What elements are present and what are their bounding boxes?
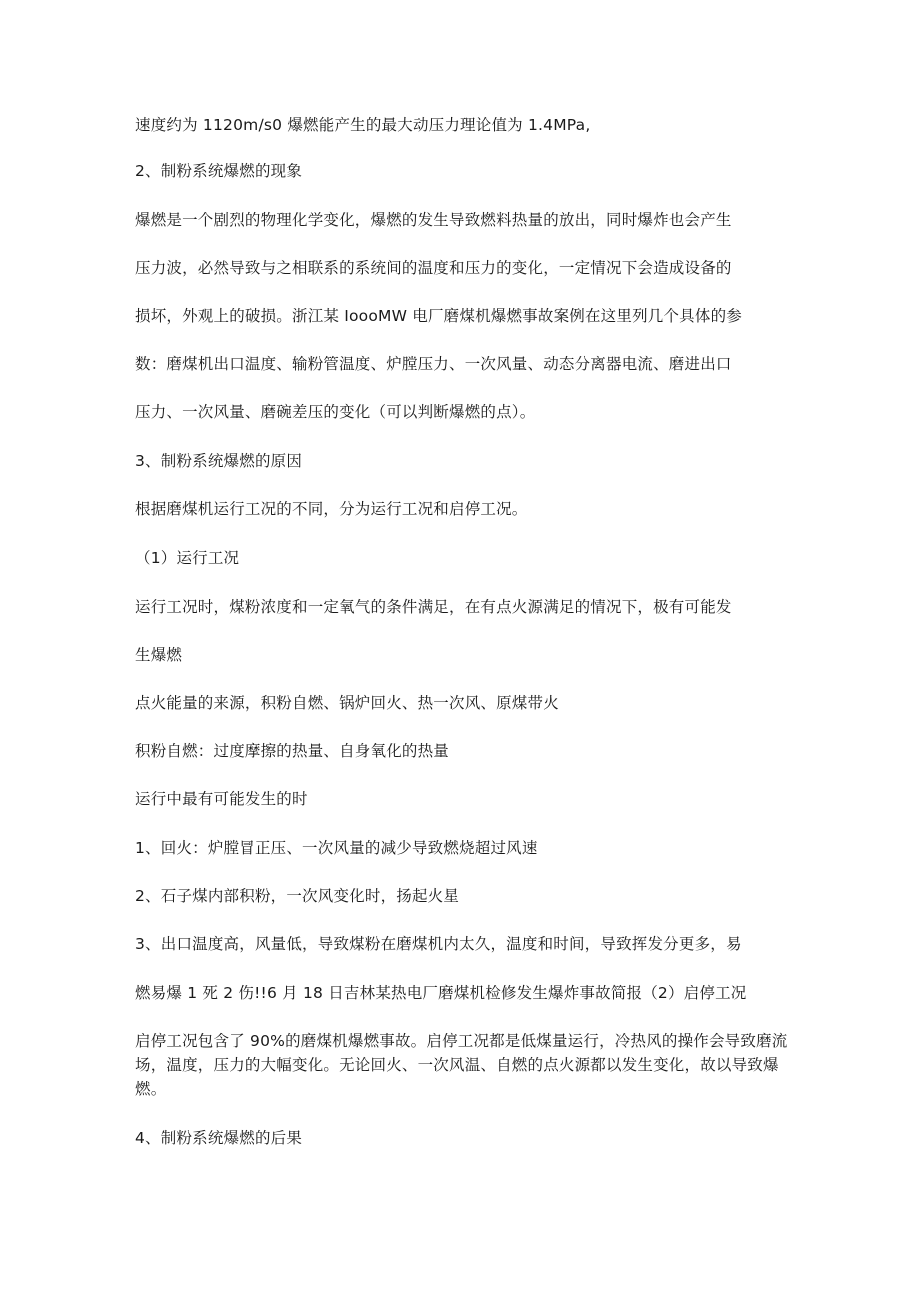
list-item: 1、回火：炉膛冒正压、一次风量的减少导致燃烧超过风速 <box>135 839 538 857</box>
section-heading-causes: 3、制粉系统爆燃的原因 <box>135 452 303 470</box>
list-item: 2、石子煤内部积粉，一次风变化时，扬起火星 <box>135 887 460 905</box>
section-heading-phenomenon: 2、制粉系统爆燃的现象 <box>135 162 303 180</box>
paragraph-line: 燃易爆 1 死 2 伤!!6 月 18 日吉林某热电厂磨煤机检修发生爆炸事故简报（2）启停工况 <box>135 984 747 1002</box>
paragraph-line: 运行工况时，煤粉浓度和一定氧气的条件满足，在有点火源满足的情况下，极有可能发 <box>135 598 732 616</box>
paragraph-line: 积粉自燃：过度摩擦的热量、自身氧化的热量 <box>135 742 450 760</box>
paragraph-line: 爆燃是一个剧烈的物理化学变化，爆燃的发生导致燃料热量的放出，同时爆炸也会产生 <box>135 211 732 229</box>
paragraph-line: 运行中最有可能发生的时 <box>135 790 308 808</box>
section-heading-consequences: 4、制粉系统爆燃的后果 <box>135 1129 303 1147</box>
paragraph-line: 压力、一次风量、磨碗差压的变化（可以判断爆燃的点）。 <box>135 403 536 421</box>
paragraph-line: 数：磨煤机出口温度、输粉管温度、炉膛压力、一次风量、动态分离器电流、磨进出口 <box>135 355 732 373</box>
paragraph-line: 根据磨煤机运行工况的不同，分为运行工况和启停工况。 <box>135 500 528 518</box>
paragraph-start-stop-condition: 启停工况包含了 90%的磨煤机爆燃事故。启停工况都是低煤量运行，冷热风的操作会导致磨流场，温度，压力的大幅变化。无论回火、一次风温、自燃的点火源都以发生变化，故以导致爆燃。 <box>135 1032 788 1098</box>
paragraph-line: 压力波，必然导致与之相联系的系统间的温度和压力的变化，一定情况下会造成设备的 <box>135 259 732 277</box>
list-item: 3、出口温度高，风量低，导致煤粉在磨煤机内太久，温度和时间，导致挥发分更多，易 <box>135 935 742 953</box>
subheading-running-condition: （1）运行工况 <box>135 549 240 567</box>
paragraph-line: 点火能量的来源，积粉自燃、锅炉回火、热一次风、原煤带火 <box>135 694 559 712</box>
paragraph-line: 损坏，外观上的破损。浙江某 IoooMW 电厂磨煤机爆燃事故案例在这里列几个具体的参 <box>135 307 742 325</box>
paragraph-line: 生爆燃 <box>135 646 183 664</box>
paragraph-detonation-speed: 速度约为 1120m∕s0 爆燃能产生的最大动压力理论值为 1.4MPa, <box>135 116 591 134</box>
